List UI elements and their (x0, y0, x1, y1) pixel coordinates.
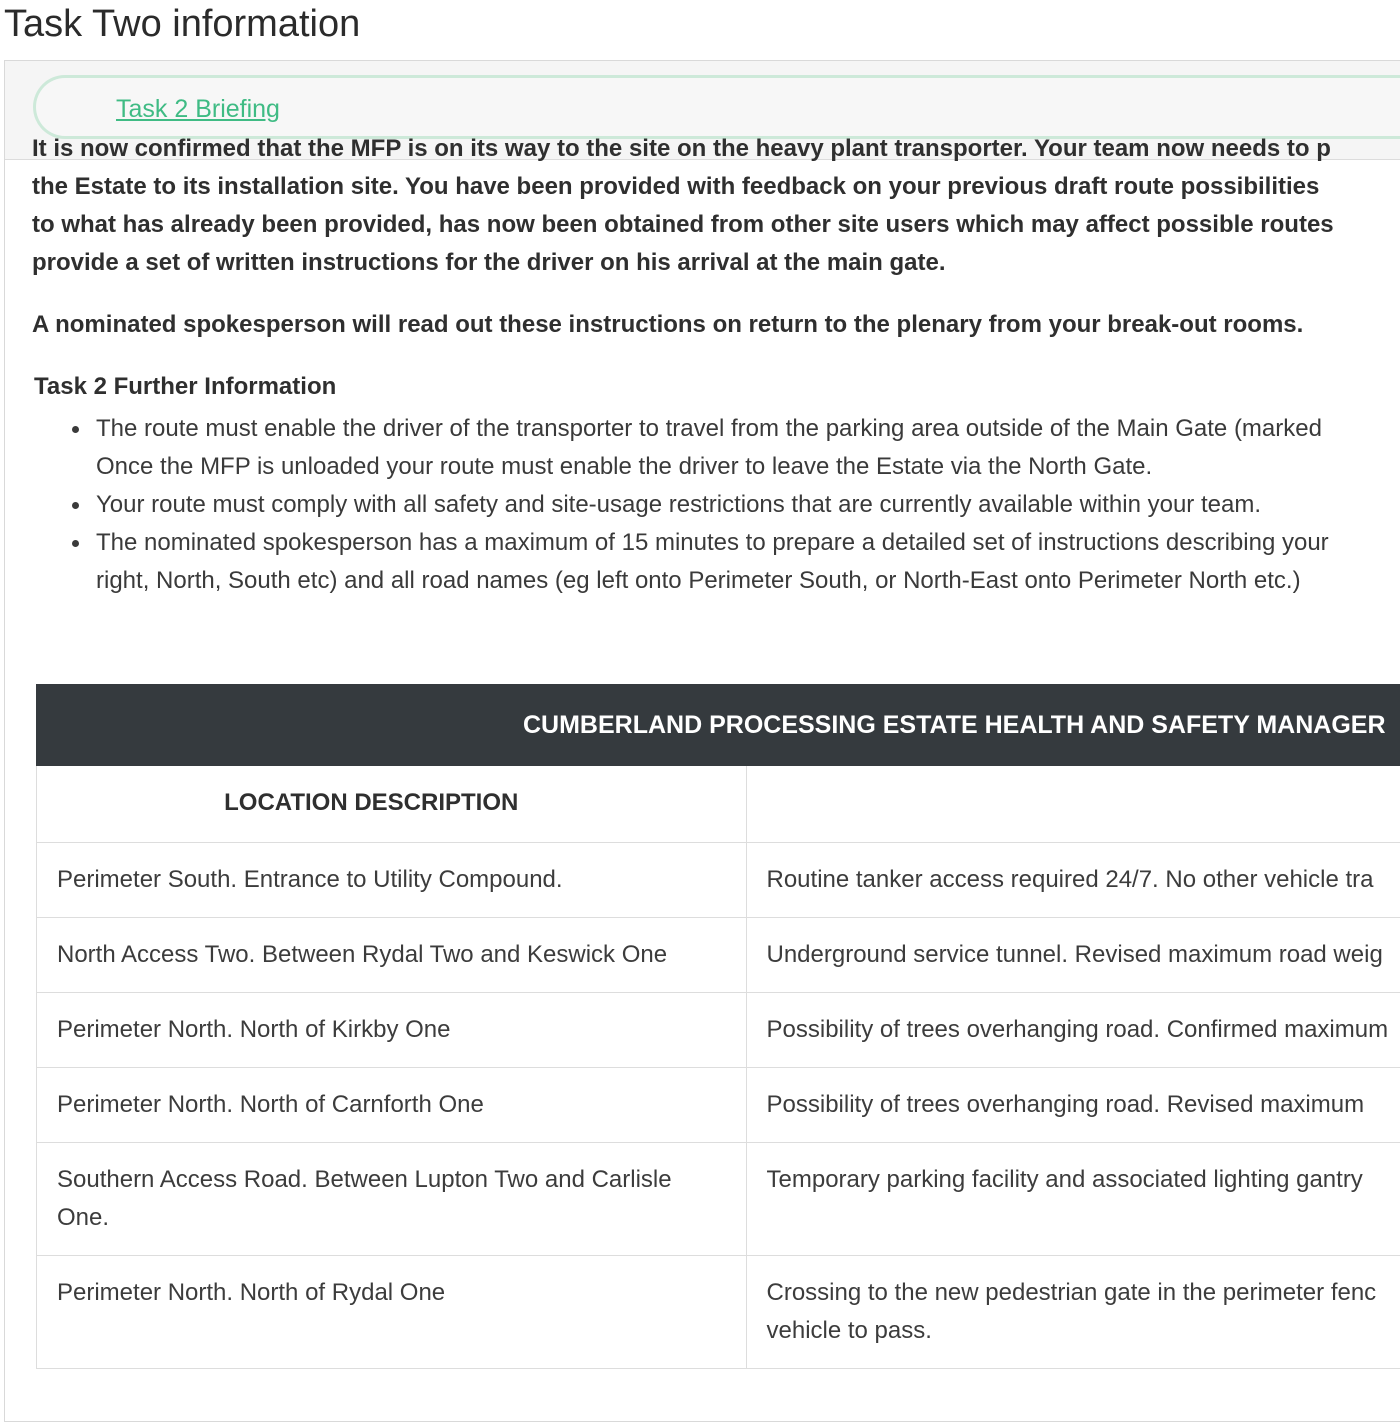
cell-line: Temporary parking facility and associated lighting gantry (767, 1161, 1400, 1199)
cell-line: Routine tanker access required 24/7. No other vehicle tra (767, 861, 1400, 899)
cell-line: Underground service tunnel. Revised maximum road weig (767, 936, 1400, 974)
detail-cell (746, 1143, 1400, 1256)
cell-line: Perimeter North. North of Rydal One (57, 1274, 726, 1312)
column-header-location: LOCATION DESCRIPTION (37, 766, 747, 843)
list-item (32, 410, 1329, 486)
column-header-detail (746, 766, 1400, 843)
list-item (32, 524, 1329, 600)
further-info-list (32, 410, 1329, 600)
list-item-line: The route must enable the driver of the transporter to travel from the parking area outside of the Main Gate (marked (96, 410, 1329, 448)
intro-line: provide a set of written instructions for the driver on his arrival at the main gate. (32, 244, 1334, 282)
detail-cell (746, 1068, 1400, 1143)
table-row (37, 1143, 1400, 1256)
further-info-heading: Task 2 Further Information (34, 370, 336, 404)
bullet-icon (72, 502, 79, 509)
list-item-line: Your route must comply with all safety and site-usage restrictions that are currently available within your team. (96, 486, 1329, 524)
spokesperson-note: A nominated spokesperson will read out these instructions on return to the plenary from your break-out rooms. (32, 306, 1303, 344)
detail-cell (746, 993, 1400, 1068)
cell-line: Perimeter South. Entrance to Utility Compound. (57, 861, 726, 899)
detail-cell (746, 843, 1400, 918)
location-cell (37, 1068, 747, 1143)
bullet-icon (72, 426, 79, 433)
list-item-line: The nominated spokesperson has a maximum of 15 minutes to prepare a detailed set of instructions describing your (96, 524, 1329, 562)
health-safety-table-wrap (36, 684, 1400, 1369)
page-title: Task Two information (4, 2, 360, 46)
location-cell (37, 843, 747, 918)
cell-line: Possibility of trees overhanging road. Confirmed maximum (767, 1011, 1400, 1049)
cell-line: vehicle to pass. (767, 1312, 1400, 1350)
table-row (37, 1068, 1400, 1143)
table-row (37, 843, 1400, 918)
health-safety-table (36, 684, 1400, 1369)
intro-paragraph (32, 130, 1334, 282)
cell-line: Crossing to the new pedestrian gate in the perimeter fenc (767, 1274, 1400, 1312)
detail-cell (746, 918, 1400, 993)
cell-line: Perimeter North. North of Kirkby One (57, 1011, 726, 1049)
list-item-line: Once the MFP is unloaded your route must enable the driver to leave the Estate via the North Gate. (96, 448, 1329, 486)
cell-line: North Access Two. Between Rydal Two and Keswick One (57, 936, 726, 974)
cell-line: Perimeter North. North of Carnforth One (57, 1086, 726, 1124)
intro-line: It is now confirmed that the MFP is on its way to the site on the heavy plant transporter. Your team now needs to p (32, 130, 1334, 168)
location-cell (37, 1256, 747, 1369)
table-row (37, 1256, 1400, 1369)
location-cell (37, 993, 747, 1068)
cell-line: Southern Access Road. Between Lupton Two and Carlisle (57, 1161, 726, 1199)
cell-line: One. (57, 1199, 726, 1237)
table-banner-row (37, 685, 1400, 766)
intro-line: the Estate to its installation site. You have been provided with feedback on your previous draft route possibilities (32, 168, 1334, 206)
cell-line: Possibility of trees overhanging road. Revised maximum (767, 1086, 1400, 1124)
location-cell (37, 918, 747, 993)
list-item-line: right, North, South etc) and all road names (eg left onto Perimeter South, or North-East onto Perimeter North etc.) (96, 562, 1329, 600)
table-row (37, 993, 1400, 1068)
table-banner: CUMBERLAND PROCESSING ESTATE HEALTH AND SAFETY MANAGER (37, 685, 1400, 766)
detail-cell (746, 1256, 1400, 1369)
table-row (37, 918, 1400, 993)
task-2-briefing-link[interactable]: Task 2 Briefing (116, 94, 280, 124)
location-cell (37, 1143, 747, 1256)
bullet-icon (72, 540, 79, 547)
intro-line: to what has already been provided, has now been obtained from other site users which may affect possible routes (32, 206, 1334, 244)
table-header-row (37, 766, 1400, 843)
list-item (32, 486, 1329, 524)
